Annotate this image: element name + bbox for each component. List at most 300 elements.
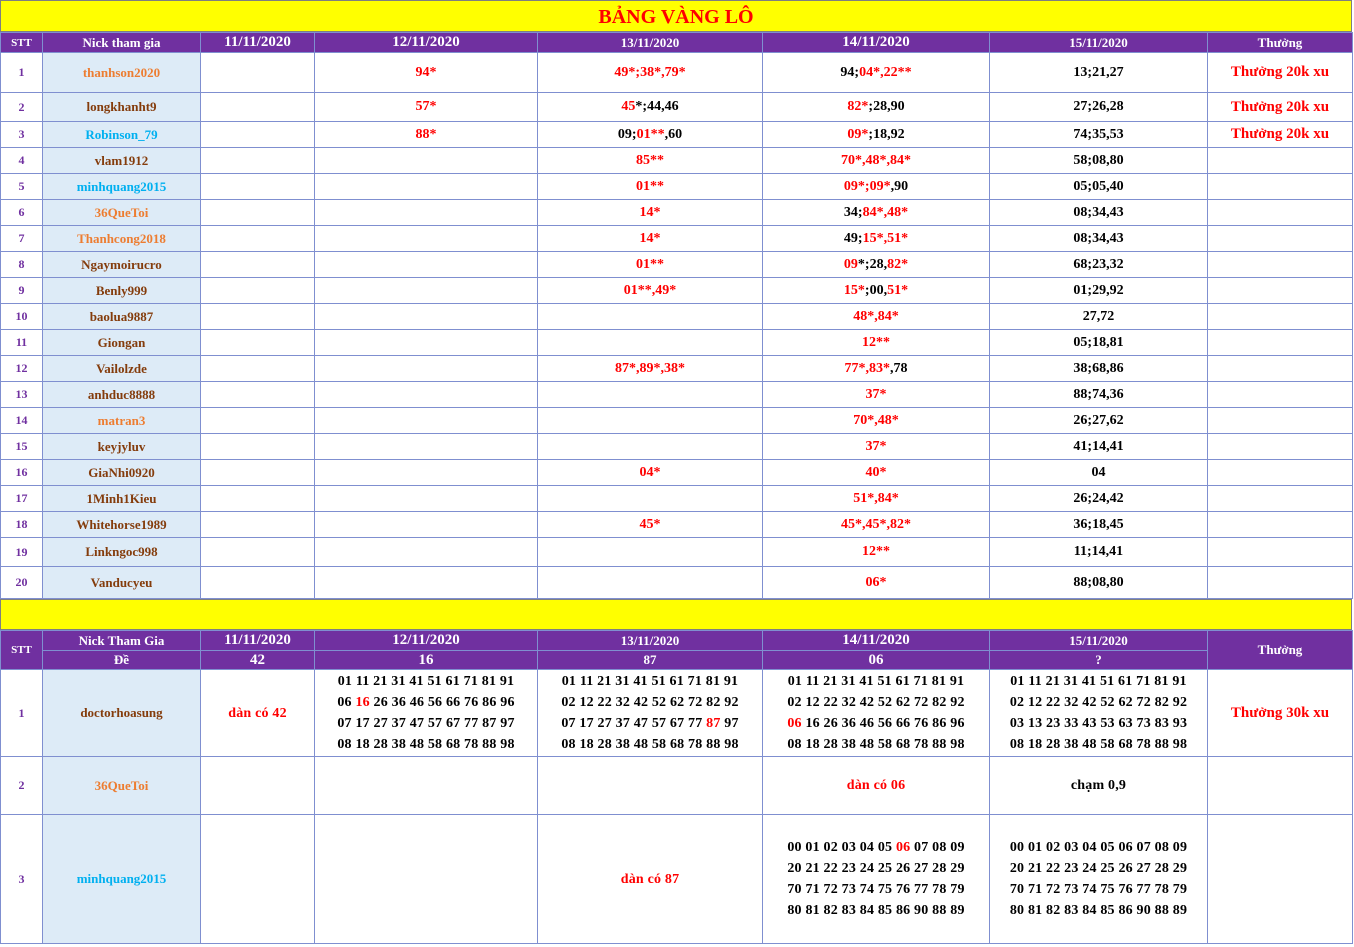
table-row: [1, 757, 1353, 815]
player-nick: keyjyluv: [43, 434, 201, 460]
prediction-cell: [315, 382, 538, 408]
number-segment: 87: [706, 716, 721, 731]
row-stt: 4: [1, 148, 43, 174]
number-segment: 94;: [840, 64, 860, 80]
table-header-row: [1, 631, 1353, 651]
table-row: [1, 486, 1353, 512]
table-row: [1, 538, 1353, 567]
dan-line: [315, 692, 537, 713]
table-row: [1, 460, 1353, 486]
prediction-cell: [315, 486, 538, 512]
prediction-cell: [201, 434, 315, 460]
number-segment: 37*: [865, 438, 887, 454]
table-row: [1, 93, 1353, 122]
prediction-cell: [201, 356, 315, 382]
number-segment: 14*: [639, 230, 661, 246]
prediction-cell: [538, 538, 763, 567]
prediction-cell: [315, 53, 538, 93]
header-date: 15/11/2020: [990, 631, 1208, 651]
header-date: 11/11/2020: [201, 631, 315, 651]
number-segment: 09;: [617, 126, 637, 142]
prediction-cell: [201, 486, 315, 512]
dan-line: [315, 671, 537, 692]
dan-cell: [990, 670, 1208, 757]
dan-cell: [763, 670, 990, 757]
number-segment: 80 81 82 83 84 85 86 90 88 89: [787, 903, 965, 918]
prediction-cell: [763, 512, 990, 538]
player-nick: baolua9887: [43, 304, 201, 330]
de-value: 87: [538, 651, 763, 670]
number-segment: 88*: [415, 126, 437, 142]
result-cell: 41;14,41: [990, 434, 1208, 460]
number-segment: 77*,83*: [844, 360, 890, 376]
prediction-cell: [538, 304, 763, 330]
prediction-cell: [538, 460, 763, 486]
table-row: [1, 53, 1353, 93]
dan-line: [990, 692, 1207, 713]
prediction-cell: [763, 460, 990, 486]
number-segment: 14*: [639, 204, 661, 220]
prediction-cell: [763, 252, 990, 278]
dan-line: [538, 671, 762, 692]
number-segment: 49;: [843, 230, 863, 246]
number-segment: ,78: [890, 360, 908, 376]
row-stt: 14: [1, 408, 43, 434]
row-stt: 11: [1, 330, 43, 356]
number-segment: 07 17 27 37 47 57 67 77: [561, 716, 707, 731]
result-cell: 36;18,45: [990, 512, 1208, 538]
number-segment: 01 11 21 31 41 51 61 71 81 91: [1010, 674, 1187, 689]
prediction-cell: [201, 174, 315, 200]
row-stt: 12: [1, 356, 43, 382]
row-stt: 18: [1, 512, 43, 538]
dan-cell: [201, 670, 315, 757]
reward-cell: [1208, 174, 1353, 200]
number-segment: 48*,84*: [853, 308, 899, 324]
number-segment: dàn có 87: [620, 871, 680, 887]
prediction-cell: [538, 278, 763, 304]
player-nick: Linkngoc998: [43, 538, 201, 567]
prediction-cell: [315, 278, 538, 304]
prediction-cell: [763, 330, 990, 356]
player-nick: Vailolzde: [43, 356, 201, 382]
number-segment: 51*: [887, 282, 909, 298]
number-segment: 09*: [847, 126, 869, 142]
prediction-cell: [201, 278, 315, 304]
reward-cell: Thưởng 20k xu: [1208, 93, 1353, 122]
number-segment: 87*,89*,38*: [615, 360, 685, 376]
number-segment: 04*,22**: [859, 64, 912, 80]
result-cell: 01;29,92: [990, 278, 1208, 304]
prediction-cell: [201, 330, 315, 356]
row-stt: 16: [1, 460, 43, 486]
number-segment: 40*: [865, 464, 887, 480]
number-segment: 37*: [865, 386, 887, 402]
prediction-cell: [763, 53, 990, 93]
prediction-cell: [763, 538, 990, 567]
table-header-row: [1, 33, 1353, 53]
number-segment: 51*,84*: [853, 490, 899, 506]
player-nick: Giongan: [43, 330, 201, 356]
prediction-cell: [315, 174, 538, 200]
result-cell: 26;27,62: [990, 408, 1208, 434]
row-stt: 15: [1, 434, 43, 460]
header-reward: Thưởng: [1208, 33, 1353, 53]
header-date: 11/11/2020: [201, 33, 315, 53]
dan-line: [763, 713, 989, 734]
row-stt: 1: [1, 53, 43, 93]
number-segment: 01**: [636, 256, 664, 272]
de-value: ?: [990, 651, 1208, 670]
prediction-cell: [315, 356, 538, 382]
result-cell: 11;14,41: [990, 538, 1208, 567]
reward-cell: [1208, 408, 1353, 434]
player-nick: 36QueToi: [43, 200, 201, 226]
table-row: [1, 148, 1353, 174]
number-segment: 45*,45*,82*: [841, 516, 911, 532]
number-segment: 12**: [862, 334, 890, 350]
number-segment: 85**: [636, 152, 664, 168]
row-stt: 8: [1, 252, 43, 278]
table-row: [1, 670, 1353, 757]
prediction-cell: [538, 226, 763, 252]
reward-cell: [1208, 512, 1353, 538]
dan-line: [763, 734, 989, 755]
dan-cell: [538, 670, 763, 757]
header-date: 13/11/2020: [538, 33, 763, 53]
number-segment: *;44,46: [635, 99, 679, 114]
prediction-cell: [538, 567, 763, 599]
prediction-cell: [538, 122, 763, 148]
number-segment: 70*,48*: [853, 412, 899, 428]
prediction-cell: [538, 93, 763, 122]
number-segment: 09*;09*: [843, 178, 891, 194]
header-date: 14/11/2020: [763, 33, 990, 53]
prediction-cell: [538, 53, 763, 93]
prediction-cell: [763, 93, 990, 122]
dan-line: [990, 837, 1207, 858]
number-segment: 01**: [636, 126, 665, 142]
dan-line: [763, 671, 989, 692]
prediction-cell: [315, 226, 538, 252]
number-segment: 57*: [415, 99, 437, 114]
prediction-cell: [315, 148, 538, 174]
table-row: [1, 278, 1353, 304]
dan-line: [763, 775, 989, 796]
prediction-cell: [763, 304, 990, 330]
number-segment: 49*;38*,79*: [614, 64, 686, 80]
prediction-cell: [201, 226, 315, 252]
table-row: [1, 815, 1353, 944]
dan-line: [990, 713, 1207, 734]
dan-line: [538, 692, 762, 713]
row-stt: 6: [1, 200, 43, 226]
header-date: 12/11/2020: [315, 631, 538, 651]
prediction-cell: [538, 486, 763, 512]
row-stt: 13: [1, 382, 43, 408]
number-segment: 08 18 28 38 48 58 68 78 88 98: [561, 737, 739, 752]
prediction-cell: [538, 512, 763, 538]
result-cell: 68;23,32: [990, 252, 1208, 278]
prediction-cell: [201, 382, 315, 408]
dan-cell: [201, 815, 315, 944]
result-cell: 04: [990, 460, 1208, 486]
prediction-cell: [538, 382, 763, 408]
number-segment: 06: [895, 840, 911, 855]
number-segment: 84*,48*: [862, 204, 909, 220]
header-stt: STT: [1, 33, 43, 53]
table-row: [1, 408, 1353, 434]
result-cell: 26;24,42: [990, 486, 1208, 512]
number-segment: 15*,51*: [862, 230, 909, 246]
reward-cell: [1208, 567, 1353, 599]
number-segment: *;28,: [857, 256, 888, 272]
dan-line: [201, 703, 314, 724]
result-cell: 88;08,80: [990, 567, 1208, 599]
gold-table-de: [0, 630, 1353, 944]
prediction-cell: [315, 460, 538, 486]
number-segment: 15*: [843, 282, 865, 298]
prediction-cell: [763, 122, 990, 148]
number-segment: 16: [355, 695, 370, 710]
player-nick: thanhson2020: [43, 53, 201, 93]
number-segment: 09: [843, 256, 858, 272]
dan-cell: [315, 670, 538, 757]
table-row: [1, 226, 1353, 252]
player-nick: longkhanht9: [43, 93, 201, 122]
reward-cell: [1208, 330, 1353, 356]
prediction-cell: [315, 538, 538, 567]
result-cell: 05;18,81: [990, 330, 1208, 356]
number-segment: 03 13 23 33 43 53 63 73 83 93: [1009, 716, 1188, 731]
number-segment: ,60: [664, 126, 683, 142]
de-result-row: [1, 651, 1353, 670]
prediction-cell: [763, 408, 990, 434]
row-stt: 17: [1, 486, 43, 512]
dan-line: [538, 734, 762, 755]
de-label: Đề: [43, 651, 201, 670]
reward-cell: [1208, 382, 1353, 408]
dan-line: [315, 734, 537, 755]
number-segment: ;00,: [864, 282, 888, 298]
prediction-cell: [538, 330, 763, 356]
prediction-cell: [315, 512, 538, 538]
prediction-cell: [315, 304, 538, 330]
number-segment: 80 81 82 83 84 85 86 90 88 89: [1009, 903, 1188, 918]
dan-cell: [990, 815, 1208, 944]
header-stt: STT: [1, 631, 43, 670]
number-segment: 82*: [887, 256, 909, 272]
result-cell: 08;34,43: [990, 200, 1208, 226]
player-nick: doctorhoasung: [43, 670, 201, 757]
table-row: [1, 356, 1353, 382]
prediction-cell: [315, 434, 538, 460]
reward-cell: [1208, 278, 1353, 304]
reward-cell: [1208, 200, 1353, 226]
reward-cell: [1208, 460, 1353, 486]
prediction-cell: [538, 356, 763, 382]
table-row: [1, 567, 1353, 599]
header-reward: Thưởng: [1208, 631, 1353, 670]
dan-line: [763, 879, 989, 900]
player-nick: anhduc8888: [43, 382, 201, 408]
dan-cell: [763, 815, 990, 944]
de-value: 42: [201, 651, 315, 670]
dan-line: [990, 900, 1207, 921]
prediction-cell: [315, 93, 538, 122]
table-row: [1, 252, 1353, 278]
prediction-cell: [763, 226, 990, 252]
header-date: 15/11/2020: [990, 33, 1208, 53]
number-segment: ,90: [890, 178, 909, 194]
reward-cell: [1208, 356, 1353, 382]
prediction-cell: [201, 567, 315, 599]
reward-cell: [1208, 538, 1353, 567]
reward-cell: [1208, 434, 1353, 460]
dan-line: [315, 713, 537, 734]
number-segment: chạm 0,9: [1070, 778, 1127, 793]
player-nick: Whitehorse1989: [43, 512, 201, 538]
player-nick: 36QueToi: [43, 757, 201, 815]
row-stt: 2: [1, 757, 43, 815]
reward-cell: Thưởng 20k xu: [1208, 53, 1353, 93]
number-segment: 45*: [639, 516, 661, 532]
prediction-cell: [763, 200, 990, 226]
reward-cell: Thưởng 20k xu: [1208, 122, 1353, 148]
result-cell: 74;35,53: [990, 122, 1208, 148]
number-segment: 07 17 27 37 47 57 67 77 87 97: [337, 716, 515, 731]
prediction-cell: [201, 93, 315, 122]
prediction-cell: [315, 408, 538, 434]
dan-cell: [763, 757, 990, 815]
player-nick: matran3: [43, 408, 201, 434]
result-cell: 27;26,28: [990, 93, 1208, 122]
number-segment: 00 01 02 03 04 05: [787, 840, 896, 855]
number-segment: 08 18 28 38 48 58 68 78 88 98: [1009, 737, 1188, 752]
number-segment: dàn có 06: [846, 778, 906, 793]
de-value: 06: [763, 651, 990, 670]
number-segment: 00 01 02 03 04 05 06 07 08 09: [1009, 840, 1188, 855]
prediction-cell: [201, 460, 315, 486]
dan-line: [763, 837, 989, 858]
prediction-cell: [538, 174, 763, 200]
row-stt: 10: [1, 304, 43, 330]
reward-cell: Thưởng 30k xu: [1208, 670, 1353, 757]
number-segment: 20 21 22 23 24 25 26 27 28 29: [787, 861, 965, 876]
number-segment: 01 11 21 31 41 51 61 71 81 91: [337, 674, 515, 689]
prediction-cell: [201, 252, 315, 278]
player-nick: GiaNhi0920: [43, 460, 201, 486]
prediction-cell: [763, 434, 990, 460]
result-cell: 08;34,43: [990, 226, 1208, 252]
number-segment: 01 11 21 31 41 51 61 71 81 91: [561, 674, 739, 689]
prediction-cell: [201, 408, 315, 434]
number-segment: 07 08 09: [910, 840, 965, 855]
number-segment: 06: [787, 716, 802, 731]
row-stt: 3: [1, 815, 43, 944]
row-stt: 3: [1, 122, 43, 148]
dan-cell: [538, 815, 763, 944]
reward-cell: [1208, 226, 1353, 252]
prediction-cell: [315, 200, 538, 226]
dan-line: [763, 900, 989, 921]
player-nick: Vanducyeu: [43, 567, 201, 599]
gold-table-lo: [0, 32, 1353, 599]
table-row: [1, 174, 1353, 200]
prediction-cell: [201, 148, 315, 174]
prediction-cell: [763, 148, 990, 174]
table-row: [1, 304, 1353, 330]
number-segment: 02 12 22 32 42 52 62 72 82 92: [787, 695, 965, 710]
dan-cell: [538, 757, 763, 815]
number-segment: 34;: [843, 204, 863, 220]
number-segment: 97: [720, 716, 739, 731]
number-segment: 16 26 36 46 56 66 76 86 96: [801, 716, 965, 731]
dan-cell: [201, 757, 315, 815]
result-cell: 58;08,80: [990, 148, 1208, 174]
table-row: [1, 512, 1353, 538]
prediction-cell: [538, 148, 763, 174]
number-segment: 45: [621, 99, 636, 114]
player-nick: Benly999: [43, 278, 201, 304]
prediction-cell: [201, 538, 315, 567]
result-cell: 27,72: [990, 304, 1208, 330]
dan-line: [990, 671, 1207, 692]
dan-line: [990, 734, 1207, 755]
player-nick: Ngaymoirucro: [43, 252, 201, 278]
table-row: [1, 382, 1353, 408]
player-nick: minhquang2015: [43, 174, 201, 200]
number-segment: 12**: [862, 544, 890, 559]
number-segment: 70 71 72 73 74 75 76 77 78 79: [787, 882, 965, 897]
player-nick: Thanhcong2018: [43, 226, 201, 252]
table-row: [1, 434, 1353, 460]
number-segment: ;28,90: [868, 99, 905, 114]
reward-cell: [1208, 252, 1353, 278]
number-segment: 02 12 22 32 42 52 62 72 82 92: [1009, 695, 1188, 710]
reward-cell: [1208, 148, 1353, 174]
number-segment: dàn có 42: [228, 705, 287, 721]
row-stt: 5: [1, 174, 43, 200]
dan-line: [990, 879, 1207, 900]
prediction-cell: [315, 122, 538, 148]
table-row: [1, 200, 1353, 226]
dan-line: [990, 858, 1207, 879]
reward-cell: [1208, 304, 1353, 330]
number-segment: 01 11 21 31 41 51 61 71 81 91: [787, 674, 965, 689]
dan-line: [763, 692, 989, 713]
header-date: 13/11/2020: [538, 631, 763, 651]
player-nick: minhquang2015: [43, 815, 201, 944]
number-segment: 82*: [847, 99, 869, 114]
dan-cell: [315, 757, 538, 815]
prediction-cell: [763, 278, 990, 304]
result-cell: 13;21,27: [990, 53, 1208, 93]
de-value: 16: [315, 651, 538, 670]
reward-cell: [1208, 815, 1353, 944]
number-segment: 70*,48*,84*: [841, 152, 911, 168]
result-cell: 05;05,40: [990, 174, 1208, 200]
prediction-cell: [201, 304, 315, 330]
prediction-cell: [201, 200, 315, 226]
prediction-cell: [201, 122, 315, 148]
player-nick: Robinson_79: [43, 122, 201, 148]
prediction-cell: [201, 512, 315, 538]
number-segment: 01**: [636, 178, 664, 194]
dan-cell: [990, 757, 1208, 815]
number-segment: 06: [337, 695, 356, 710]
page-title: BẢNG VÀNG LÔ: [0, 0, 1352, 32]
